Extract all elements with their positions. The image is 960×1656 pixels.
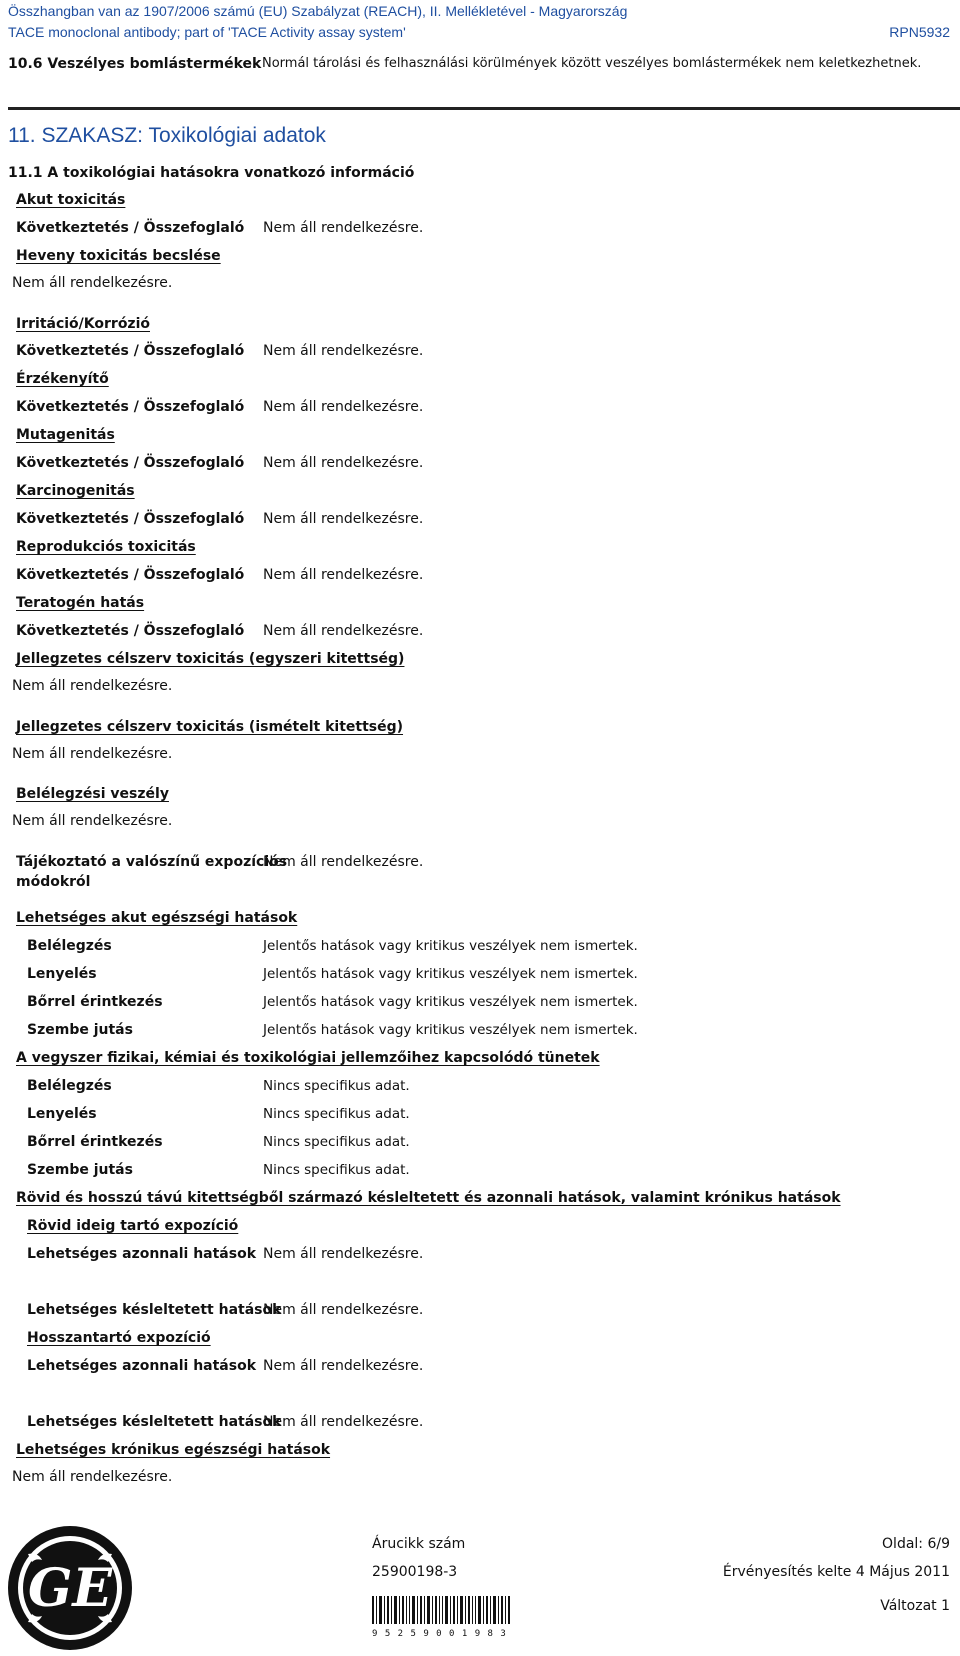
page-number: Oldal: 6/9 <box>882 1536 950 1552</box>
repro-label: Következtetés / Összefoglaló <box>16 567 245 583</box>
article-number: 25900198-3 <box>372 1564 458 1580</box>
heveny-value: Nem áll rendelkezésre. <box>12 275 173 291</box>
version: Változat 1 <box>880 1598 950 1614</box>
stot-rep-value: Nem áll rendelkezésre. <box>12 746 173 762</box>
irrit-value: Nem áll rendelkezésre. <box>263 343 424 359</box>
acute-health-value: Jelentős hatások vagy kritikus veszélyek nem ismertek. <box>263 1022 638 1038</box>
aspir-value: Nem áll rendelkezésre. <box>12 813 173 829</box>
symptoms-label: Belélegzés <box>27 1078 112 1094</box>
symptoms-value: Nincs specifikus adat. <box>263 1078 410 1094</box>
routes-label-line1: Tájékoztató a valószínű expozíciós <box>16 854 288 870</box>
symptoms-label: Lenyelés <box>27 1106 97 1122</box>
barcode <box>372 1596 512 1639</box>
acute-health-label: Belélegzés <box>27 938 112 954</box>
symptoms-heading: A vegyszer fizikai, kémiai és toxikológiai jellemzőihez kapcsolódó tünetek <box>16 1050 600 1066</box>
repro-value: Nem áll rendelkezésre. <box>263 567 424 583</box>
irrit-label: Következtetés / Összefoglaló <box>16 343 245 359</box>
short-immediate-label: Lehetséges azonnali hatások <box>27 1246 257 1262</box>
barcode-bars <box>372 1596 512 1624</box>
s10-6-label: 10.6 Veszélyes bomlástermékek <box>8 56 262 72</box>
acute-health-value: Jelentős hatások vagy kritikus veszélyek nem ismertek. <box>263 994 638 1010</box>
symptoms-value: Nincs specifikus adat. <box>263 1134 410 1150</box>
terat-label: Következtetés / Összefoglaló <box>16 623 245 639</box>
terat-value: Nem áll rendelkezésre. <box>263 623 424 639</box>
chronic-heading: Lehetséges krónikus egészségi hatások <box>16 1442 331 1458</box>
short-exposure-heading: Rövid ideig tartó expozíció <box>27 1218 239 1234</box>
symptoms-label: Bőrrel érintkezés <box>27 1134 163 1150</box>
stot-single-heading: Jellegzetes célszerv toxicitás (egyszeri kitettség) <box>16 651 405 667</box>
heveny-heading: Heveny toxicitás becslése <box>16 248 221 264</box>
ge-logo-text: GE <box>27 1558 113 1619</box>
long-delayed-value: Nem áll rendelkezésre. <box>263 1414 424 1430</box>
sens-heading: Érzékenyítő <box>16 371 109 387</box>
long-immediate-value: Nem áll rendelkezésre. <box>263 1358 424 1374</box>
acute-label: Következtetés / Összefoglaló <box>16 220 245 236</box>
ge-logo-icon <box>6 1524 134 1652</box>
mutag-label: Következtetés / Összefoglaló <box>16 455 245 471</box>
acute-health-label: Bőrrel érintkezés <box>27 994 163 1010</box>
section-11-title: 11. SZAKASZ: Toxikológiai adatok <box>8 124 326 147</box>
ge-logo <box>6 1524 134 1652</box>
karc-value: Nem áll rendelkezésre. <box>263 511 424 527</box>
header-regulation: Összhangban van az 1907/2006 számú (EU) Szabályzat (REACH), II. Mellékletével - Magyarország <box>8 3 628 19</box>
acute-health-heading: Lehetséges akut egészségi hatások <box>16 910 298 926</box>
acute-health-value: Jelentős hatások vagy kritikus veszélyek nem ismertek. <box>263 966 638 982</box>
delayed-heading: Rövid és hosszú távú kitettségből származó késleltetett és azonnali hatások, valamint krónikus hatások <box>16 1190 841 1206</box>
long-immediate-label: Lehetséges azonnali hatások <box>27 1358 257 1374</box>
aspir-heading: Belélegzési veszély <box>16 786 169 802</box>
stot-single-value: Nem áll rendelkezésre. <box>12 678 173 694</box>
acute-health-value: Jelentős hatások vagy kritikus veszélyek nem ismertek. <box>263 938 638 954</box>
symptoms-value: Nincs specifikus adat. <box>263 1162 410 1178</box>
acute-heading: Akut toxicitás <box>16 192 126 208</box>
acute-health-label: Szembe jutás <box>27 1022 133 1038</box>
sens-label: Következtetés / Összefoglaló <box>16 399 245 415</box>
long-delayed-label: Lehetséges késleltetett hatások <box>27 1414 282 1430</box>
long-exposure-heading: Hosszantartó expozíció <box>27 1330 211 1346</box>
short-delayed-value: Nem áll rendelkezésre. <box>263 1302 424 1318</box>
symptoms-value: Nincs specifikus adat. <box>263 1106 410 1122</box>
karc-label: Következtetés / Összefoglaló <box>16 511 245 527</box>
routes-value: Nem áll rendelkezésre. <box>263 854 424 870</box>
s10-6-value: Normál tárolási és felhasználási körülmények között veszélyes bomlástermékek nem keletkezhetnek. <box>262 56 922 71</box>
section-divider <box>8 107 960 110</box>
validity-date: Érvényesítés kelte 4 Május 2011 <box>722 1564 950 1580</box>
short-delayed-label: Lehetséges késleltetett hatások <box>27 1302 282 1318</box>
karc-heading: Karcinogenitás <box>16 483 135 499</box>
short-immediate-value: Nem áll rendelkezésre. <box>263 1246 424 1262</box>
section-11-1-title: 11.1 A toxikológiai hatásokra vonatkozó információ <box>8 165 415 181</box>
routes-label-line2: módokról <box>16 874 91 890</box>
header-product: TACE monoclonal antibody; part of 'TACE Activity assay system' <box>8 24 406 40</box>
article-label: Árucikk szám <box>372 1536 466 1552</box>
acute-value: Nem áll rendelkezésre. <box>263 220 424 236</box>
sens-value: Nem áll rendelkezésre. <box>263 399 424 415</box>
mutag-value: Nem áll rendelkezésre. <box>263 455 424 471</box>
repro-heading: Reprodukciós toxicitás <box>16 539 196 555</box>
symptoms-label: Szembe jutás <box>27 1162 133 1178</box>
stot-rep-heading: Jellegzetes célszerv toxicitás (ismételt kitettség) <box>16 719 404 735</box>
header-code: RPN5932 <box>889 24 950 40</box>
irrit-heading: Irritáció/Korrózió <box>16 316 150 332</box>
barcode-digits: 9 5 2 5 9 0 0 1 9 8 3 <box>372 1629 507 1639</box>
acute-health-label: Lenyelés <box>27 966 97 982</box>
terat-heading: Teratogén hatás <box>16 595 145 611</box>
chronic-value: Nem áll rendelkezésre. <box>12 1469 173 1485</box>
mutag-heading: Mutagenitás <box>16 427 115 443</box>
